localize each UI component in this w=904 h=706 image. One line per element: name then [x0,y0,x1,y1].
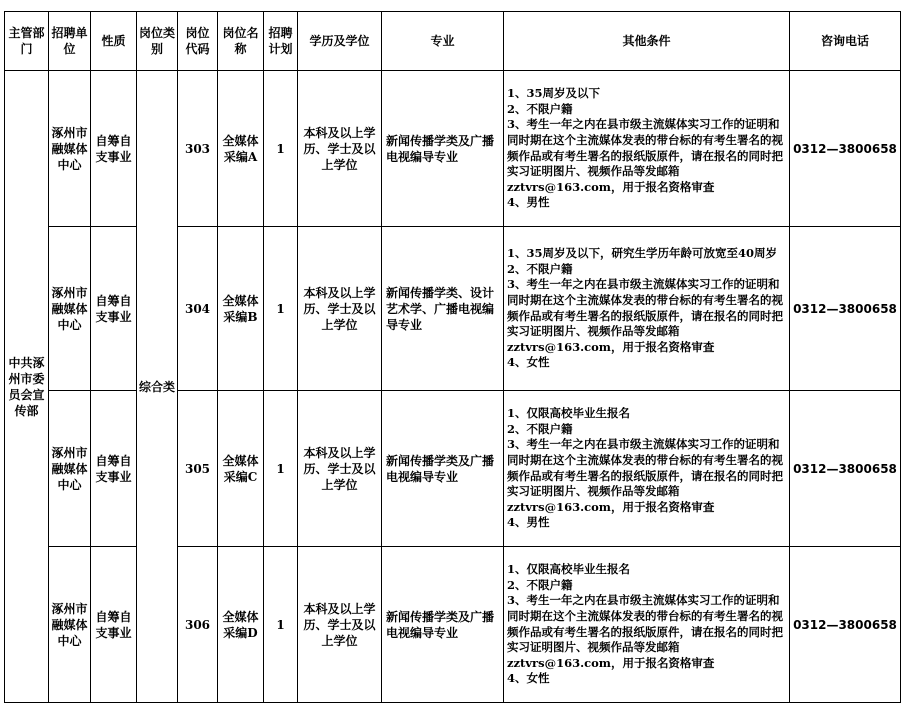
major-cell: 新闻传播学类及广播电视编导专业 [382,391,504,547]
recruitment-table [4,11,901,703]
phone-cell: 0312—3800658 [790,547,901,703]
nature-cell: 自筹自支事业 [91,547,137,703]
table-row [5,71,901,227]
code-cell: 306 [178,547,218,703]
header-name: 岗位名称 [218,12,264,71]
phone-cell: 0312—3800658 [790,71,901,227]
condition-line: 3、考生一年之内在县市级主流媒体实习工作的证明和同时期在这个主流媒体发表的带台标的有考生署名的视频作品或有考生署名的报纸版原件，请在报名的同时把实习证明图片、视频作品等发邮箱zztvrs@163.com，用于报名资格审查 [507,593,783,670]
condition-line: 4、女性 [507,355,550,370]
phone-cell: 0312—3800658 [790,227,901,391]
header-row [5,12,901,71]
header-category: 岗位类别 [137,12,178,71]
education-cell: 本科及以上学历、学士及以上学位 [298,391,382,547]
condition-line: 3、考生一年之内在县市级主流媒体实习工作的证明和同时期在这个主流媒体发表的带台标的有考生署名的视频作品或有考生署名的报纸版原件，请在报名的同时把实习证明图片、视频作品等发邮箱zztvrs@163.com，用于报名资格审查 [507,437,783,514]
plan-cell: 1 [264,547,298,703]
major-cell: 新闻传播学类、设计艺术学、广播电视编导专业 [382,227,504,391]
header-code: 岗位代码 [178,12,218,71]
header-major: 专业 [382,12,504,71]
conditions-cell [504,547,790,703]
condition-line: 2、不限户籍 [507,421,573,436]
condition-line: 2、不限户籍 [507,261,573,276]
position-name-cell: 全媒体采编C [218,391,264,547]
condition-line: 1、仅限高校毕业生报名 [507,562,631,577]
nature-cell: 自筹自支事业 [91,71,137,227]
header-conditions: 其他条件 [504,12,790,71]
nature-cell: 自筹自支事业 [91,391,137,547]
condition-line: 1、仅限高校毕业生报名 [507,406,631,421]
condition-line: 2、不限户籍 [507,101,573,116]
header-unit: 招聘单位 [49,12,91,71]
code-cell: 304 [178,227,218,391]
unit-cell: 涿州市融媒体中心 [49,71,91,227]
condition-line: 3、考生一年之内在县市级主流媒体实习工作的证明和同时期在这个主流媒体发表的带台标的有考生署名的视频作品或有考生署名的报纸版原件，请在报名的同时把实习证明图片、视频作品等发邮箱zztvrs@163.com，用于报名资格审查 [507,277,783,354]
condition-line: 4、男性 [507,195,550,210]
category-cell: 综合类 [137,71,178,703]
condition-line: 3、考生一年之内在县市级主流媒体实习工作的证明和同时期在这个主流媒体发表的带台标的有考生署名的视频作品或有考生署名的报纸版原件，请在报名的同时把实习证明图片、视频作品等发邮箱zztvrs@163.com，用于报名资格审查 [507,117,783,194]
condition-line: 4、男性 [507,515,550,530]
condition-line: 4、女性 [507,671,550,686]
header-nature: 性质 [91,12,137,71]
education-cell: 本科及以上学历、学士及以上学位 [298,227,382,391]
major-cell: 新闻传播学类及广播电视编导专业 [382,547,504,703]
phone-cell: 0312—3800658 [790,391,901,547]
header-plan: 招聘计划 [264,12,298,71]
position-name-cell: 全媒体采编D [218,547,264,703]
position-name-cell: 全媒体采编B [218,227,264,391]
plan-cell: 1 [264,227,298,391]
unit-cell: 涿州市融媒体中心 [49,227,91,391]
education-cell: 本科及以上学历、学士及以上学位 [298,547,382,703]
condition-line: 1、35周岁及以下，研究生学历年龄可放宽至40周岁 [507,246,778,261]
conditions-cell [504,227,790,391]
plan-cell: 1 [264,391,298,547]
header-phone: 咨询电话 [790,12,901,71]
conditions-cell [504,391,790,547]
dept-cell: 中共涿州市委员会宣传部 [5,71,49,703]
condition-line: 2、不限户籍 [507,577,573,592]
unit-cell: 涿州市融媒体中心 [49,547,91,703]
plan-cell: 1 [264,71,298,227]
unit-cell: 涿州市融媒体中心 [49,391,91,547]
education-cell: 本科及以上学历、学士及以上学位 [298,71,382,227]
major-cell: 新闻传播学类及广播电视编导专业 [382,71,504,227]
header-dept: 主管部门 [5,12,49,71]
code-cell: 305 [178,391,218,547]
condition-line: 1、35周岁及以下 [507,86,601,101]
position-name-cell: 全媒体采编A [218,71,264,227]
nature-cell: 自筹自支事业 [91,227,137,391]
code-cell: 303 [178,71,218,227]
header-education: 学历及学位 [298,12,382,71]
conditions-cell [504,71,790,227]
